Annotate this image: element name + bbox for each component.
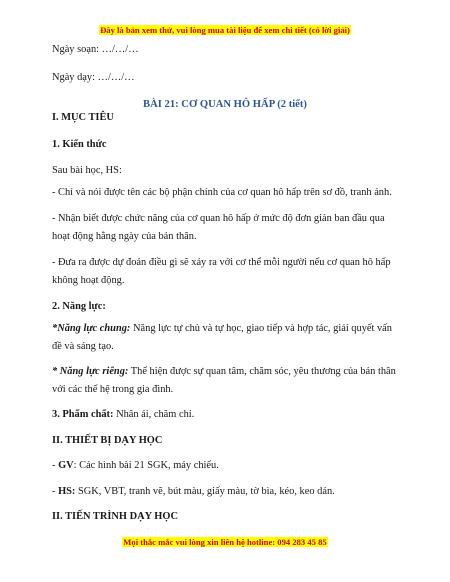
section-objectives-heading: I. MỤC TIÊU — [52, 112, 114, 123]
knowledge-intro: Sau bài học, HS: — [52, 165, 122, 176]
teacher-equipment-text: : Các hình bài 21 SGK, máy chiếu. — [73, 460, 219, 471]
hotline-text: Mọi thắc mắc vui lòng xin liên hệ hotline: 094 283 45 85 — [123, 537, 327, 547]
knowledge-item: - Đưa ra được dự đoán điều gì sẽ xảy ra với cơ thể mỗi người nếu cơ quan hô hấp không hoạt động. — [52, 257, 391, 286]
qualities-heading: 3. Phẩm chất: — [52, 409, 114, 420]
knowledge-heading: 1. Kiến thức — [52, 139, 107, 150]
knowledge-item: - Chỉ và nói được tên các bộ phận chính của cơ quan hô hấp trên sơ đồ, tranh ảnh. — [52, 187, 392, 198]
competence-heading: 2. Năng lực: — [52, 301, 106, 312]
preview-notice-text: Đây là bản xem thử, vui lòng mua tài liệu để xem chi tiết (có lời giải) — [100, 25, 350, 35]
student-equipment-text: SGK, VBT, tranh vẽ, bút màu, giấy màu, tờ bìa, kéo, keo dán. — [75, 486, 335, 497]
hotline-banner — [0, 537, 450, 548]
teacher-label: GV — [58, 460, 74, 471]
student-equipment: - HS: SGK, VBT, tranh vẽ, bút màu, giấy màu, tờ bìa, kéo, keo dán. — [52, 486, 335, 497]
qualities-text: Nhân ái, chăm chỉ. — [113, 409, 195, 420]
general-competence — [52, 320, 398, 356]
prep-date: Ngày soạn: …/…/… — [52, 44, 139, 55]
teach-date: Ngày dạy: …/…/… — [52, 72, 135, 83]
specific-competence-text: Thể hiện được sự quan tâm, chăm sóc, yêu thương của bản thân với các thế hệ trong gia đình. — [52, 366, 396, 395]
general-competence-text: Năng lực tự chủ và tự học, giao tiếp và hợp tác, giải quyết vấn đề và sáng tạo. — [52, 323, 392, 352]
lesson-title: BÀI 21: CƠ QUAN HÔ HẤP (2 tiết) — [143, 99, 307, 110]
qualities — [52, 408, 398, 422]
general-competence-label: *Năng lực chung: — [52, 323, 131, 334]
preview-notice-banner — [0, 25, 450, 36]
specific-competence-label: * Năng lực riêng: — [52, 366, 129, 377]
teacher-equipment: - GV: Các hình bài 21 SGK, máy chiếu. — [52, 460, 219, 471]
knowledge-item: - Nhận biết được chức năng của cơ quan hô hấp ở mức độ đơn giản ban đầu qua hoạt động hằng ngày của bản thân. — [52, 213, 385, 242]
specific-competence — [52, 363, 398, 399]
section-process-heading: II. TIẾN TRÌNH DẠY HỌC — [52, 511, 178, 522]
student-label: HS: — [58, 486, 76, 497]
section-equipment-heading: II. THIẾT BỊ DẠY HỌC — [52, 435, 163, 446]
